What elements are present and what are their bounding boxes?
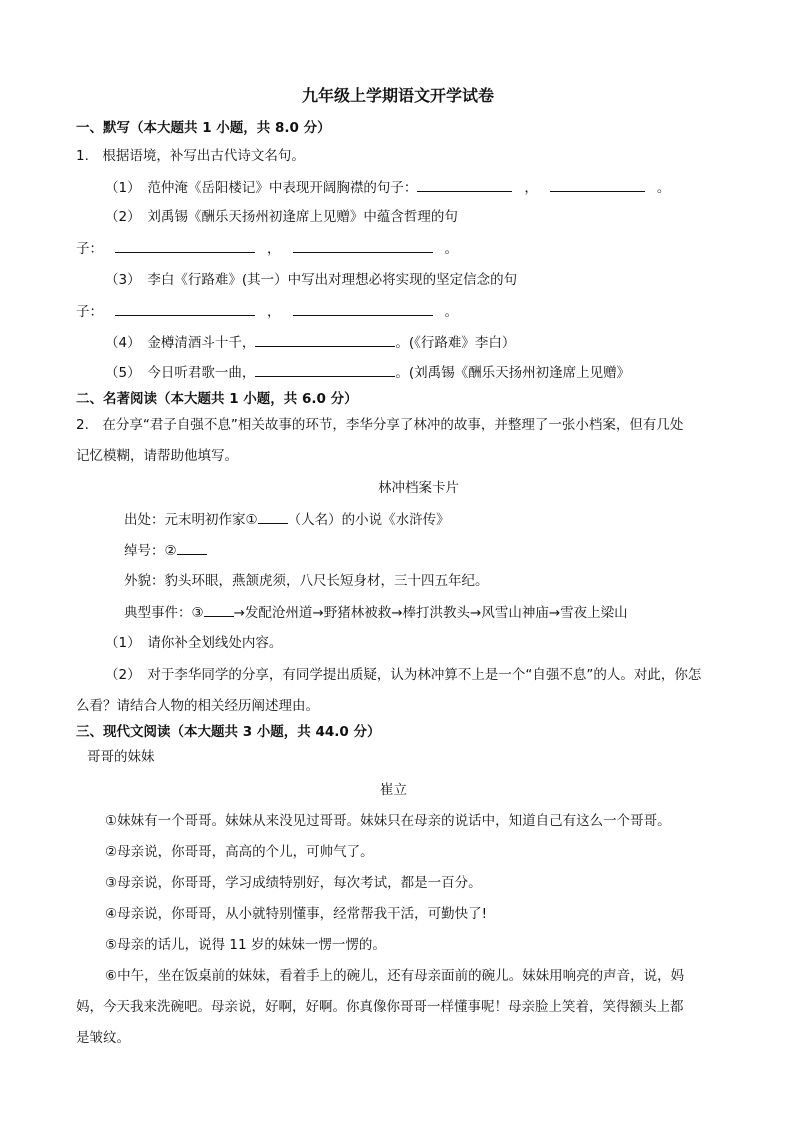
answer-blank[interactable]	[293, 301, 433, 316]
zi-label: 子：	[76, 304, 103, 320]
card-title: 林冲档案卡片	[378, 480, 459, 496]
question-2-line2: 记忆模糊，请帮助他填写。	[76, 448, 238, 464]
card-events-label: 典型事件：③	[124, 605, 204, 621]
answer-blank[interactable]	[177, 540, 207, 555]
q1-sub5	[105, 362, 630, 383]
answer-blank[interactable]	[417, 177, 512, 192]
section3-heading: 三、现代文阅读（本大题共 3 小题，共 44.0 分）	[76, 724, 381, 740]
card-nickname-label: 绰号：②	[124, 543, 177, 559]
paragraph-1: ①妹妹有一个哥哥。妹妹从来没见过哥哥。妹妹只在母亲的说话中，知道自己有这么一个哥哥。	[105, 813, 671, 829]
q1-sub4	[105, 332, 515, 353]
answer-blank[interactable]	[204, 602, 234, 617]
paragraph-5: ⑤母亲的话儿，说得 11 岁的妹妹一愣一愣的。	[105, 937, 386, 953]
card-origin-suffix: （人名）的小说《水浒传》	[287, 512, 450, 528]
paragraph-6-line1: ⑥中午，坐在饭桌前的妹妹，看着手上的碗儿，还有母亲面前的碗儿。妹妹用响亮的声音，说，妈	[105, 968, 685, 984]
question-1: 1. 根据语境，补写出古代诗文名句。	[76, 148, 305, 164]
page-title: 九年级上学期语文开学试卷	[302, 86, 495, 105]
answer-blank[interactable]	[255, 362, 395, 377]
q1-sub3-line2	[76, 301, 458, 322]
zi-label: 子：	[76, 241, 103, 257]
card-events-list: →发配沧州道→野猪林被救→棒打洪教头→风雪山神庙→雪夜上梁山	[233, 605, 628, 621]
comma: ，	[524, 180, 538, 196]
card-appearance: 外貌：豹头环眼，燕颔虎须，八尺长短身材，三十四五年纪。	[124, 573, 489, 589]
q1-sub4-text: （4） 金樽清酒斗十千，	[105, 335, 256, 351]
q1-sub2-line1: （2） 刘禹锡《酬乐天扬州初逢席上见赠》中蕴含哲理的句	[105, 209, 458, 225]
answer-blank[interactable]	[115, 301, 255, 316]
q2-sub1: （1） 请你补全划线处内容。	[105, 635, 283, 651]
answer-blank[interactable]	[293, 238, 433, 253]
card-events	[124, 602, 628, 623]
paragraph-4: ④母亲说，你哥哥，从小就特别懂事，经常帮我干活，可勤快了!	[105, 906, 488, 922]
q2-sub2-line1: （2） 对于李华同学的分享，有同学提出质疑，认为林冲算不上是一个“自强不息”的人。对此，你怎	[105, 667, 702, 683]
q1-sub1	[105, 177, 670, 198]
question-2-line1: 2. 在分享“君子自强不息”相关故事的环节，李华分享了林冲的故事，并整理了一张小档案，但有几处	[76, 417, 684, 433]
period: 。	[656, 180, 671, 196]
q1-sub2-line2	[76, 238, 458, 259]
q1-sub3-line1: （3） 李白《行路难》(其一）中写出对理想必将实现的坚定信念的句	[105, 272, 518, 288]
card-origin-label: 出处：元末明初作家①	[124, 512, 258, 528]
q2-sub2-line2: 么看？请结合人物的相关经历阐述理由。	[76, 698, 319, 714]
period: 。	[444, 241, 458, 257]
paragraph-3: ③母亲说，你哥哥，学习成绩特别好，每次考试，都是一百分。	[105, 875, 482, 891]
q1-sub5-source: 。(刘禹锡《酬乐天扬州初逢席上见赠》	[395, 365, 631, 381]
section2-heading: 二、名著阅读（本大题共 1 小题，共 6.0 分）	[76, 391, 358, 407]
paragraph-6-line2: 妈，今天我来洗碗吧。母亲说，好啊，好啊。你真像你哥哥一样懂事呢！母亲脸上笑着，笑得额头上都	[76, 999, 684, 1015]
comma: ，	[267, 241, 281, 257]
story-title: 哥哥的妹妹	[87, 749, 155, 765]
section1-heading: 一、默写（本大题共 1 小题，共 8.0 分）	[76, 120, 331, 136]
answer-blank[interactable]	[255, 332, 395, 347]
paragraph-6-line3: 是皱纹。	[76, 1030, 130, 1046]
answer-blank[interactable]	[258, 509, 288, 524]
card-nickname	[124, 540, 207, 561]
comma: ，	[267, 304, 281, 320]
card-origin	[124, 509, 450, 530]
story-author: 崔立	[380, 782, 407, 798]
period: 。	[444, 304, 458, 320]
answer-blank[interactable]	[550, 177, 645, 192]
q1-sub4-source: 。(《行路难》李白）	[395, 335, 516, 351]
answer-blank[interactable]	[115, 238, 255, 253]
q1-sub1-text: （1） 范仲淹《岳阳楼记》中表现开阔胸襟的句子：	[105, 180, 418, 196]
q1-sub5-text: （5） 今日听君歌一曲，	[105, 365, 256, 381]
paragraph-2: ②母亲说，你哥哥，高高的个儿，可帅气了。	[105, 844, 374, 860]
